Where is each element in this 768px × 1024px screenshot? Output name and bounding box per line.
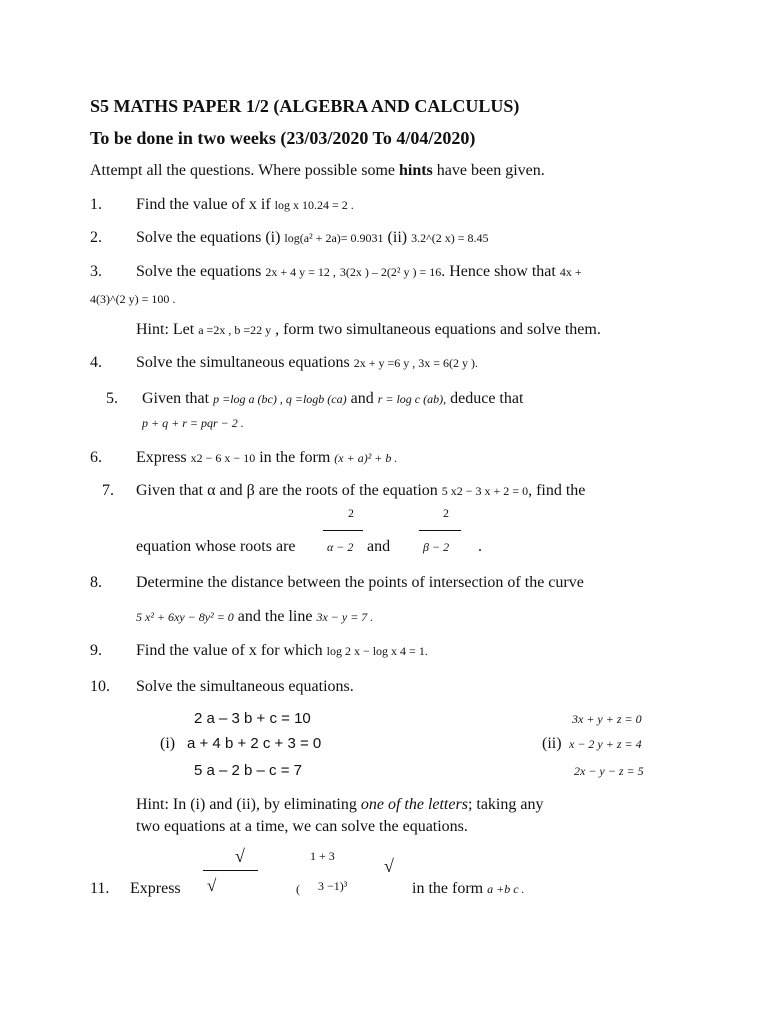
q5-text <box>142 390 523 408</box>
q9-number: 9. <box>90 642 102 659</box>
q7-frac-num-1: 2 <box>348 506 354 520</box>
q7-roots-text: equation whose roots are <box>136 538 296 555</box>
q5-math-2: r = log c (ab), <box>377 392 447 406</box>
q10-eq-i-2: a + 4 b + 2 c + 3 = 0 <box>187 735 322 752</box>
q11-sqrt-bottom: √ <box>207 876 217 895</box>
q8-math-1: 5 x² + 6xy − 8y² = 0 <box>136 610 234 624</box>
q10-eq-i-1: 2 a – 3 b + c = 10 <box>194 710 311 727</box>
q7-and: and <box>367 538 391 555</box>
q3-hint-text: Hint: Let <box>136 321 195 338</box>
q11-express: Express <box>130 880 181 897</box>
q9-math: log 2 x − log x 4 = 1. <box>326 644 428 658</box>
intro-bold: hints <box>398 162 433 179</box>
q3-prompt: Solve the equations <box>136 263 262 280</box>
q11-denominator: 3 −1)³ <box>318 879 348 893</box>
q3-math-2: 3(2x ) – 2(2² y ) = 16 <box>339 265 442 279</box>
q6-text <box>136 449 397 467</box>
q5-and: and <box>350 390 374 407</box>
q3-math-1: 2x + 4 y = 12 , <box>265 265 336 279</box>
intro-text <box>90 162 545 180</box>
q7-find: , find the <box>528 482 586 499</box>
q11-open-paren: ( <box>296 882 300 896</box>
q7-dot: . <box>478 538 482 555</box>
q5-math-1: p =log a (bc) , q =logb (ca) <box>213 392 347 406</box>
q4-prompt: Solve the simultaneous equations <box>136 354 350 371</box>
q11-math: a +b c . <box>487 882 525 896</box>
q8-and-line: and the line <box>237 608 313 625</box>
q7-math-1: 5 x2 − 3 x + 2 = 0 <box>441 484 529 498</box>
q8-line2 <box>136 608 373 626</box>
q10-hint <box>136 796 543 814</box>
q8-number: 8. <box>90 574 102 591</box>
q11-frac-bar-left <box>203 870 258 871</box>
q2-number: 2. <box>90 229 102 246</box>
q5-number: 5. <box>106 390 118 407</box>
q11-number: 11. <box>90 880 110 897</box>
q3-hint <box>136 321 601 339</box>
q1-text <box>136 196 354 214</box>
q9-text <box>136 642 428 660</box>
q9-prompt: Find the value of x for which <box>136 642 323 659</box>
q1-math: log x 10.24 = 2 . <box>274 198 354 212</box>
q7-text <box>136 482 585 500</box>
q7-alpha-denom: α − 2 <box>327 540 354 554</box>
q7-prompt: Given that α and β are the roots of the equation <box>136 482 438 499</box>
q2-part-ii: (ii) <box>387 229 408 246</box>
intro-post: have been given. <box>432 162 545 179</box>
page-subtitle: To be done in two weeks (23/03/2020 To 4/04/2020) <box>90 128 476 148</box>
q10-eq-i-3: 5 a – 2 b – c = 7 <box>194 762 302 779</box>
q10-hint-line2: two equations at a time, we can solve the equations. <box>136 818 468 835</box>
q3-hint-math: a =2x , b =22 y <box>198 323 272 337</box>
q8-math-2: 3x − y = 7 . <box>316 610 374 624</box>
q10-hint-pre: Hint: In (i) and (ii), by eliminating <box>136 796 357 813</box>
q5-math-3: p + q + r = pqr − 2 . <box>142 416 244 430</box>
q11-numerator: 1 + 3 <box>310 849 335 863</box>
q10-hint-post: ; taking any <box>467 796 544 813</box>
q5-deduce: deduce that <box>450 390 524 407</box>
q11-sqrt-right: √ <box>384 856 394 876</box>
page-title: S5 MATHS PAPER 1/2 (ALGEBRA AND CALCULUS) <box>90 96 520 116</box>
q10-number: 10. <box>90 678 110 695</box>
q7-frac-bar-1 <box>323 530 363 531</box>
q2-math-1: log(a² + 2a) <box>284 231 341 245</box>
q10-text: Solve the simultaneous equations. <box>136 678 354 695</box>
q3-math-3: 4x + <box>559 265 582 279</box>
q7-number: 7. <box>102 482 114 499</box>
q10-label-i: (i) <box>160 735 176 752</box>
q2-math-2: = 0.9031 <box>340 231 384 245</box>
q11-form-text <box>412 880 525 898</box>
q10-eq-ii-1: 3x + y + z = 0 <box>572 712 642 726</box>
q7-frac-bar-2 <box>419 530 461 531</box>
q6-prompt: Express <box>136 449 187 466</box>
q7-frac-num-2: 2 <box>443 506 449 520</box>
q10-eq-ii-2: x − 2 y + z = 4 <box>569 737 642 751</box>
q6-math-2: (x + a)² + b . <box>334 451 398 465</box>
q1-number: 1. <box>90 196 102 213</box>
q6-number: 6. <box>90 449 102 466</box>
q10-eq-ii-3: 2x − y − z = 5 <box>574 764 644 778</box>
q4-number: 4. <box>90 354 102 371</box>
q3-math-4: 4(3)^(2 y) = 100 . <box>90 292 176 306</box>
q10-hint-italic: one of the letters <box>360 796 468 813</box>
q5-prompt: Given that <box>142 390 210 407</box>
q11-form: in the form <box>412 880 484 897</box>
q7-beta-denom: β − 2 <box>423 540 450 554</box>
q2-prompt: Solve the equations (i) <box>136 229 281 246</box>
q3-hint-rest: , form two simultaneous equations and solve them. <box>275 321 601 338</box>
q1-prompt: Find the value of x if <box>136 196 271 213</box>
q7-line2 <box>136 538 296 556</box>
q3-hence: . Hence show that <box>441 263 556 280</box>
q2-math-3: 3.2^(2 x) = 8.45 <box>411 231 489 245</box>
q3-number: 3. <box>90 263 102 280</box>
q6-form: in the form <box>259 449 331 466</box>
q2-text <box>136 229 488 247</box>
q6-math-1: x2 − 6 x − 10 <box>190 451 256 465</box>
q3-text <box>136 263 582 281</box>
q4-text <box>136 354 478 372</box>
q4-math: 2x + y =6 y , 3x = 6(2 y ). <box>353 356 479 370</box>
q11-sqrt-top: √ <box>235 846 245 866</box>
q8-text: Determine the distance between the points of intersection of the curve <box>136 574 584 591</box>
intro-pre: Attempt all the questions. Where possible some <box>90 162 399 179</box>
q10-label-ii: (ii) <box>542 735 562 752</box>
